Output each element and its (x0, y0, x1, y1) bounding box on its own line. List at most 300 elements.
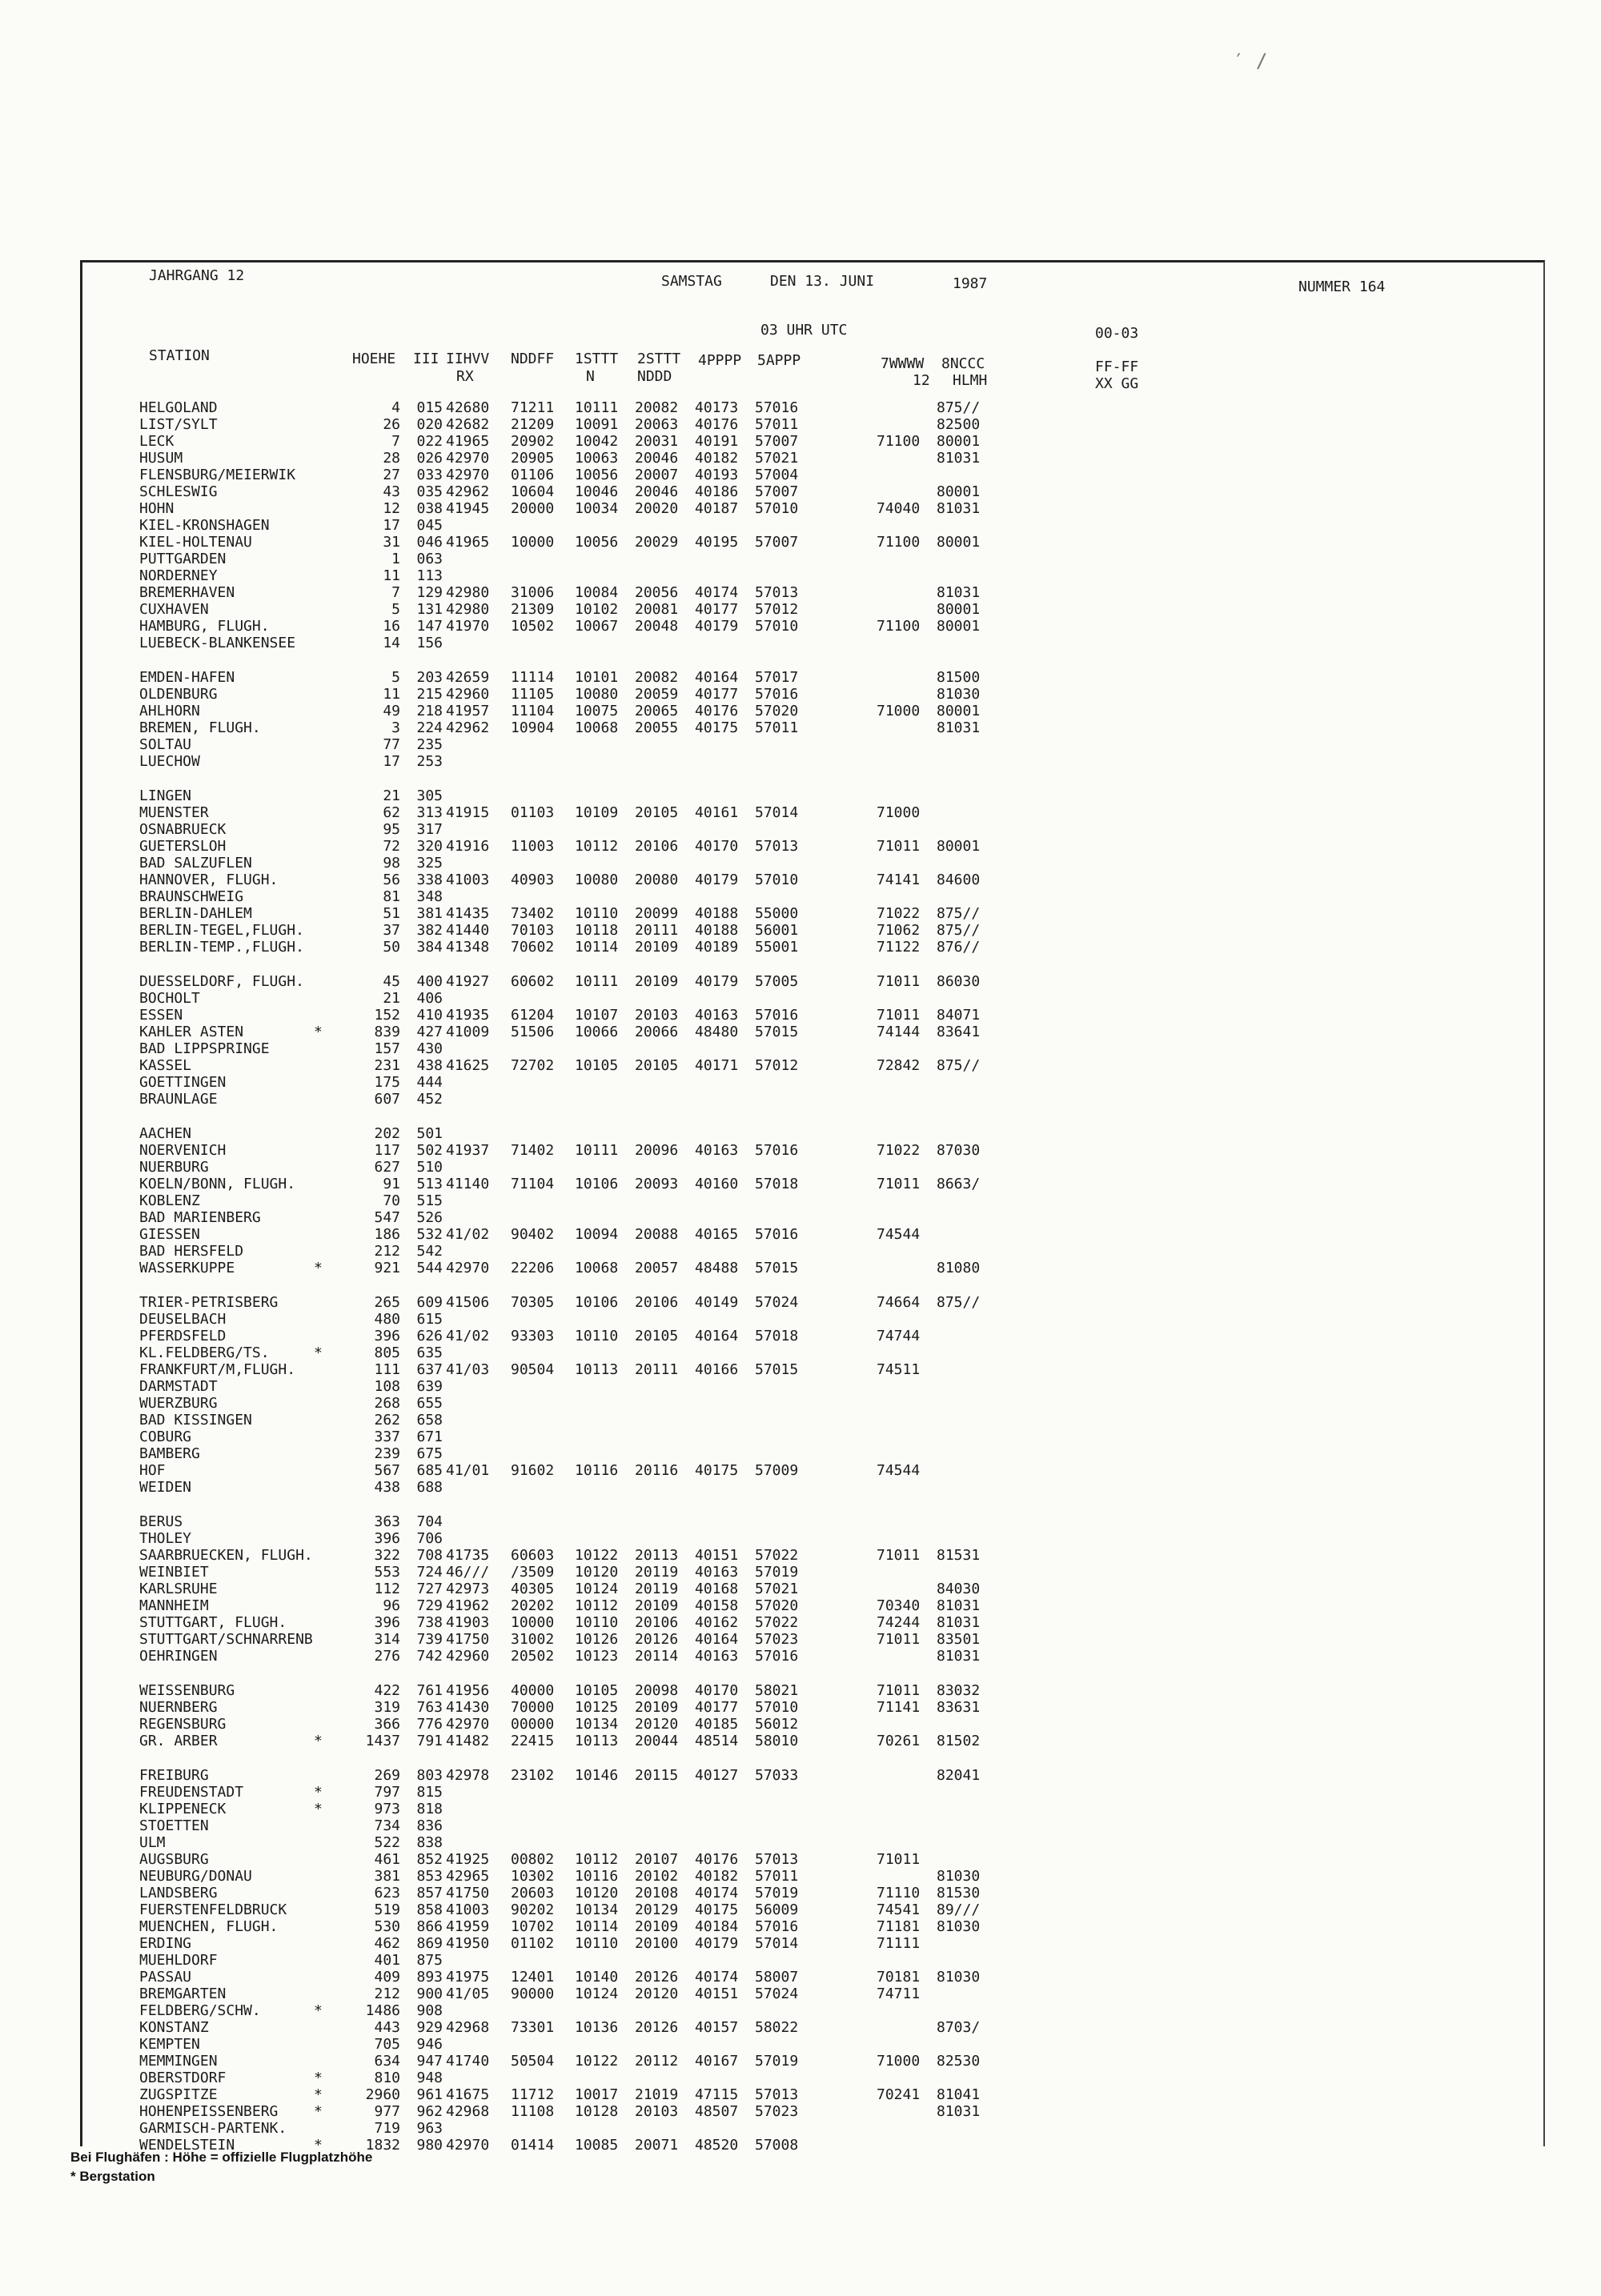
station-name: KEMPTEN (139, 2036, 200, 2053)
cell-stt2: 20114 (635, 1648, 679, 1665)
station-name: KONSTANZ (139, 2019, 209, 2036)
cell-nddff: 00000 (511, 1716, 555, 1733)
cell-stt1: 10124 (575, 1985, 619, 2002)
cell-iii: 685 (416, 1462, 443, 1479)
cell-nccc: 84071 (937, 1007, 981, 1024)
cell-stt1: 10075 (575, 703, 619, 719)
cell-nddff: 60603 (511, 1547, 555, 1564)
station-name: GARMISCH-PARTENK. (139, 2120, 287, 2137)
cell-nddff: 73301 (511, 2019, 555, 2036)
cell-hoehe: 112 (374, 1581, 400, 1597)
cell-appp: 57016 (755, 399, 799, 416)
cell-iii: 776 (416, 1716, 443, 1733)
cell-stt2: 20115 (635, 1767, 679, 1784)
cell-nddff: 31006 (511, 584, 555, 601)
cell-nddff: 90504 (511, 1361, 555, 1378)
cell-stt2: 20106 (635, 1614, 679, 1631)
cell-wwww: 74541 (877, 1901, 921, 1918)
cell-iii: 893 (416, 1969, 443, 1985)
cell-iii: 609 (416, 1294, 443, 1311)
cell-stt1: 10068 (575, 1260, 619, 1276)
station-name: GUETERSLOH (139, 838, 227, 855)
cell-wwww: 70340 (877, 1597, 921, 1614)
station-name: BREMERHAVEN (139, 584, 235, 601)
cell-hoehe: 363 (374, 1513, 400, 1530)
station-name: AUGSBURG (139, 1851, 209, 1868)
cell-nccc: 81031 (937, 1648, 981, 1665)
col-iihvv: IIHVV (446, 351, 490, 367)
cell-iii: 515 (416, 1192, 443, 1209)
cell-pppp: 40170 (695, 1682, 739, 1699)
cell-nccc: 8663/ (937, 1176, 981, 1192)
cell-wwww: 71011 (877, 1631, 921, 1648)
cell-appp: 57020 (755, 703, 799, 719)
cell-pppp: 40188 (695, 922, 739, 939)
station-name: KIEL-KRONSHAGEN (139, 517, 270, 534)
cell-iii: 704 (416, 1513, 443, 1530)
cell-nddff: 70305 (511, 1294, 555, 1311)
cell-iii: 033 (416, 467, 443, 483)
cell-iihvv: 41962 (446, 1597, 490, 1614)
cell-nccc: 81041 (937, 2086, 981, 2103)
cell-iii: 763 (416, 1699, 443, 1716)
cell-hoehe: 212 (374, 1985, 400, 2002)
cell-nccc: 81030 (937, 1868, 981, 1885)
cell-pppp: 40167 (695, 2053, 739, 2070)
cell-appp: 57016 (755, 1142, 799, 1159)
cell-wwww: 71000 (877, 804, 921, 821)
cell-stt2: 20055 (635, 719, 679, 736)
cell-stt2: 20046 (635, 450, 679, 467)
cell-iii: 513 (416, 1176, 443, 1192)
station-name: WASSERKUPPE (139, 1260, 235, 1276)
cell-stt2: 20081 (635, 601, 679, 618)
cell-stt2: 20105 (635, 804, 679, 821)
cell-stt2: 20120 (635, 1716, 679, 1733)
cell-hoehe: 21 (383, 990, 400, 1007)
station-name: ZUGSPITZE (139, 2086, 218, 2103)
station-name: MUENCHEN, FLUGH. (139, 1918, 279, 1935)
cell-nddff: 31002 (511, 1631, 555, 1648)
cell-stt1: 10106 (575, 1294, 619, 1311)
cell-wwww: 71111 (877, 1935, 921, 1952)
cell-appp: 57022 (755, 1547, 799, 1564)
cell-stt1: 10111 (575, 399, 619, 416)
cell-hoehe: 396 (374, 1328, 400, 1344)
cell-iii: 708 (416, 1547, 443, 1564)
station-name: HOHN (139, 500, 175, 517)
cell-appp: 57018 (755, 1328, 799, 1344)
cell-iii: 526 (416, 1209, 443, 1226)
cell-iii: 320 (416, 838, 443, 855)
cell-appp: 56009 (755, 1901, 799, 1918)
station-name: KARLSRUHE (139, 1581, 218, 1597)
cell-hoehe: 5 (391, 669, 400, 686)
cell-pppp: 40171 (695, 1057, 739, 1074)
cell-stt1: 10107 (575, 1007, 619, 1024)
cell-nddff: 22206 (511, 1260, 555, 1276)
cell-appp: 57023 (755, 1631, 799, 1648)
cell-appp: 57020 (755, 1597, 799, 1614)
cell-hoehe: 117 (374, 1142, 400, 1159)
cell-nddff: 20000 (511, 500, 555, 517)
cell-iii: 724 (416, 1564, 443, 1581)
cell-hoehe: 231 (374, 1057, 400, 1074)
cell-appp: 57012 (755, 601, 799, 618)
station-name: KOBLENZ (139, 1192, 200, 1209)
cell-pppp: 40175 (695, 719, 739, 736)
cell-stt2: 20100 (635, 1935, 679, 1952)
cell-wwww: 72842 (877, 1057, 921, 1074)
weekday: SAMSTAG (661, 273, 722, 290)
cell-stt1: 10134 (575, 1901, 619, 1918)
cell-hoehe: 921 (374, 1260, 400, 1276)
date: DEN 13. JUNI (770, 273, 875, 290)
cell-stt1: 10106 (575, 1176, 619, 1192)
cell-nddff: 40000 (511, 1682, 555, 1699)
cell-pppp: 40151 (695, 1985, 739, 2002)
cell-iihvv: 42968 (446, 2019, 490, 2036)
cell-hoehe: 623 (374, 1885, 400, 1901)
cell-stt1: 10116 (575, 1868, 619, 1885)
station-name: BRAUNLAGE (139, 1091, 218, 1108)
cell-pppp: 48520 (695, 2137, 739, 2154)
cell-iihvv: 41430 (446, 1699, 490, 1716)
cell-stt2: 20105 (635, 1057, 679, 1074)
cell-pppp: 40164 (695, 669, 739, 686)
cell-wwww: 71110 (877, 1885, 921, 1901)
cell-nccc: 81031 (937, 1597, 981, 1614)
cell-stt1: 10112 (575, 838, 619, 855)
cell-iii: 305 (416, 787, 443, 804)
station-name: GR. ARBER (139, 1733, 218, 1749)
cell-appp: 57016 (755, 1226, 799, 1243)
cell-pppp: 40185 (695, 1716, 739, 1733)
cell-iii: 406 (416, 990, 443, 1007)
station-name: KLIPPENECK (139, 1801, 227, 1817)
footnote-airport: Bei Flughäfen : Höhe = offizielle Flugplatzhöhe (70, 2150, 373, 2165)
cell-wwww: 71011 (877, 1176, 921, 1192)
cell-hoehe: 810 (374, 2070, 400, 2086)
cell-wwww: 71141 (877, 1699, 921, 1716)
station-name: LINGEN (139, 787, 192, 804)
cell-wwww: 70261 (877, 1733, 921, 1749)
cell-iii: 452 (416, 1091, 443, 1108)
cell-iii: 738 (416, 1614, 443, 1631)
station-name: HUSUM (139, 450, 183, 467)
station-name: BOCHOLT (139, 990, 200, 1007)
cell-appp: 57015 (755, 1361, 799, 1378)
cell-stt2: 20119 (635, 1564, 679, 1581)
cell-appp: 57010 (755, 872, 799, 888)
cell-stt2: 20126 (635, 1631, 679, 1648)
cell-appp: 57007 (755, 534, 799, 551)
cell-stt1: 10114 (575, 939, 619, 956)
cell-wwww: 74144 (877, 1024, 921, 1040)
cell-nddff: 90000 (511, 1985, 555, 2002)
cell-stt1: 10136 (575, 2019, 619, 2036)
station-name: FRANKFURT/M,FLUGH. (139, 1361, 296, 1378)
station-name: BAD HERSFELD (139, 1243, 244, 1260)
cell-stt1: 10111 (575, 1142, 619, 1159)
cell-iii: 063 (416, 551, 443, 567)
mountain-station-mark: * (314, 1784, 323, 1801)
cell-nddff: 70103 (511, 922, 555, 939)
station-name: GIESSEN (139, 1226, 200, 1243)
cell-iii: 348 (416, 888, 443, 905)
cell-stt2: 20109 (635, 1597, 679, 1614)
cell-pppp: 40162 (695, 1614, 739, 1631)
cell-iihvv: 42680 (446, 399, 490, 416)
cell-stt1: 10109 (575, 804, 619, 821)
col-1sttt: 1STTT (575, 351, 619, 367)
station-name: KL.FELDBERG/TS. (139, 1344, 270, 1361)
cell-iii: 035 (416, 483, 443, 500)
mountain-station-mark: * (314, 2002, 323, 2019)
cell-hoehe: 4 (391, 399, 400, 416)
station-name: AHLHORN (139, 703, 200, 719)
cell-nddff: 20603 (511, 1885, 555, 1901)
cell-wwww: 74544 (877, 1462, 921, 1479)
cell-pppp: 40174 (695, 1885, 739, 1901)
cell-stt1: 10085 (575, 2137, 619, 2154)
cell-nddff: 71104 (511, 1176, 555, 1192)
cell-nddff: 10604 (511, 483, 555, 500)
cell-pppp: 40193 (695, 467, 739, 483)
cell-hoehe: 5 (391, 601, 400, 618)
cell-stt2: 20088 (635, 1226, 679, 1243)
cell-wwww: 74544 (877, 1226, 921, 1243)
cell-stt2: 20103 (635, 1007, 679, 1024)
cell-stt1: 10034 (575, 500, 619, 517)
cell-iii: 900 (416, 1985, 443, 2002)
cell-stt2: 20126 (635, 1969, 679, 1985)
station-name: STOETTEN (139, 1817, 209, 1834)
cell-hoehe: 314 (374, 1631, 400, 1648)
cell-appp: 57016 (755, 686, 799, 703)
cell-nddff: 10502 (511, 618, 555, 635)
cell-appp: 57014 (755, 1935, 799, 1952)
cell-appp: 57019 (755, 2053, 799, 2070)
cell-pppp: 40160 (695, 1176, 739, 1192)
cell-hoehe: 202 (374, 1125, 400, 1142)
cell-stt2: 20093 (635, 1176, 679, 1192)
cell-pppp: 40187 (695, 500, 739, 517)
cell-pppp: 40176 (695, 416, 739, 433)
cell-iii: 869 (416, 1935, 443, 1952)
cell-iii: 113 (416, 567, 443, 584)
cell-iihvv: 41348 (446, 939, 490, 956)
cell-iii: 045 (416, 517, 443, 534)
cell-pppp: 40189 (695, 939, 739, 956)
cell-nccc: 81500 (937, 669, 981, 686)
cell-stt1: 10110 (575, 905, 619, 922)
cell-appp: 57010 (755, 500, 799, 517)
cell-iihvv: 41916 (446, 838, 490, 855)
col-station: STATION (149, 347, 210, 364)
station-name: BERUS (139, 1513, 183, 1530)
station-name: BRAUNSCHWEIG (139, 888, 244, 905)
cell-nddff: 90202 (511, 1901, 555, 1918)
cell-nccc: 8703/ (937, 2019, 981, 2036)
cell-hoehe: 265 (374, 1294, 400, 1311)
cell-appp: 57013 (755, 838, 799, 855)
cell-iii: 313 (416, 804, 443, 821)
cell-appp: 55000 (755, 905, 799, 922)
cell-stt1: 10125 (575, 1699, 619, 1716)
cell-nccc: 89/// (937, 1901, 981, 1918)
station-name: NUERBURG (139, 1159, 209, 1176)
cell-hoehe: 839 (374, 1024, 400, 1040)
cell-stt2: 20099 (635, 905, 679, 922)
cell-iii: 253 (416, 753, 443, 770)
station-name: NOERVENICH (139, 1142, 227, 1159)
cell-hoehe: 72 (383, 838, 400, 855)
cell-nccc: 83641 (937, 1024, 981, 1040)
station-name: HELGOLAND (139, 399, 218, 416)
cell-iihvv: 41009 (446, 1024, 490, 1040)
cell-hoehe: 49 (383, 703, 400, 719)
cell-stt1: 10113 (575, 1733, 619, 1749)
station-name: LIST/SYLT (139, 416, 218, 433)
mountain-station-mark: * (314, 2086, 323, 2103)
cell-iii: 929 (416, 2019, 443, 2036)
cell-hoehe: 268 (374, 1395, 400, 1412)
cell-stt2: 20098 (635, 1682, 679, 1699)
cell-hoehe: 337 (374, 1428, 400, 1445)
cell-stt1: 10042 (575, 433, 619, 450)
cell-appp: 57010 (755, 618, 799, 635)
mountain-station-mark: * (314, 2103, 323, 2120)
cell-nccc: 81530 (937, 1885, 981, 1901)
cell-stt2: 20065 (635, 703, 679, 719)
cell-nccc: 875// (937, 1057, 981, 1074)
cell-pppp: 40151 (695, 1547, 739, 1564)
cell-hoehe: 443 (374, 2019, 400, 2036)
year: 1987 (953, 275, 988, 292)
cell-iii: 325 (416, 855, 443, 872)
cell-hoehe: 627 (374, 1159, 400, 1176)
cell-nccc: 81031 (937, 584, 981, 601)
station-name: BAD LIPPSPRINGE (139, 1040, 270, 1057)
cell-iii: 706 (416, 1530, 443, 1547)
cell-nccc: 81031 (937, 1614, 981, 1631)
cell-pppp: 40188 (695, 905, 739, 922)
cell-nccc: 82041 (937, 1767, 981, 1784)
cell-hoehe: 31 (383, 534, 400, 551)
cell-pppp: 40179 (695, 618, 739, 635)
cell-nccc: 875// (937, 1294, 981, 1311)
cell-hoehe: 7 (391, 584, 400, 601)
col-8nccc: 8NCCC (941, 355, 985, 372)
cell-stt1: 10122 (575, 2053, 619, 2070)
station-name: SCHLESWIG (139, 483, 218, 500)
cell-hoehe: 56 (383, 872, 400, 888)
station-name: KAHLER ASTEN (139, 1024, 244, 1040)
cell-stt2: 20096 (635, 1142, 679, 1159)
cell-appp: 57023 (755, 2103, 799, 2120)
cell-appp: 58010 (755, 1733, 799, 1749)
station-name: PFERDSFELD (139, 1328, 227, 1344)
station-name: BAD KISSINGEN (139, 1412, 252, 1428)
station-name: ESSEN (139, 1007, 183, 1024)
cell-appp: 57017 (755, 669, 799, 686)
cell-stt1: 10111 (575, 973, 619, 990)
cell-pppp: 40174 (695, 1969, 739, 1985)
cell-stt1: 10118 (575, 922, 619, 939)
cell-stt2: 20111 (635, 922, 679, 939)
cell-nccc: 83631 (937, 1699, 981, 1716)
cell-nddff: 11003 (511, 838, 555, 855)
cell-wwww: 71000 (877, 2053, 921, 2070)
cell-stt2: 20046 (635, 483, 679, 500)
cell-stt2: 20105 (635, 1328, 679, 1344)
station-name: LUECHOW (139, 753, 200, 770)
cell-hoehe: 1832 (365, 2137, 400, 2154)
cell-stt2: 20109 (635, 973, 679, 990)
cell-iii: 866 (416, 1918, 443, 1935)
cell-hoehe: 152 (374, 1007, 400, 1024)
cell-nccc: 84030 (937, 1581, 981, 1597)
cell-iihvv: 41140 (446, 1176, 490, 1192)
mountain-station-mark: * (314, 1260, 323, 1276)
cell-iihvv: 41506 (446, 1294, 490, 1311)
cell-hoehe: 11 (383, 686, 400, 703)
station-name: FREIBURG (139, 1767, 209, 1784)
cell-stt1: 10067 (575, 618, 619, 635)
cell-stt1: 10105 (575, 1057, 619, 1074)
cell-stt1: 10116 (575, 1462, 619, 1479)
cell-pppp: 40166 (695, 1361, 739, 1378)
station-name: BAD MARIENBERG (139, 1209, 261, 1226)
cell-hoehe: 17 (383, 753, 400, 770)
station-name: DEUSELBACH (139, 1311, 227, 1328)
cell-wwww: 71011 (877, 838, 921, 855)
cell-iii: 427 (416, 1024, 443, 1040)
station-name: PUTTGARDEN (139, 551, 227, 567)
cell-hoehe: 553 (374, 1564, 400, 1581)
station-name: WENDELSTEIN (139, 2137, 235, 2154)
cell-nddff: 11104 (511, 703, 555, 719)
cell-appp: 57009 (755, 1462, 799, 1479)
cell-iihvv: 41935 (446, 1007, 490, 1024)
cell-iihvv: 42965 (446, 1868, 490, 1885)
cell-wwww: 74141 (877, 872, 921, 888)
cell-iihvv: 41950 (446, 1935, 490, 1952)
cell-iihvv: 42960 (446, 686, 490, 703)
cell-iii: 020 (416, 416, 443, 433)
cell-hoehe: 175 (374, 1074, 400, 1091)
cell-hoehe: 438 (374, 1479, 400, 1496)
cell-iii: 532 (416, 1226, 443, 1243)
mountain-station-mark: * (314, 1024, 323, 1040)
cell-iihvv: 41965 (446, 534, 490, 551)
cell-nddff: 22415 (511, 1733, 555, 1749)
cell-stt1: 10113 (575, 1361, 619, 1378)
cell-stt1: 10140 (575, 1969, 619, 1985)
cell-pppp: 40163 (695, 1648, 739, 1665)
station-name: BREMGARTEN (139, 1985, 227, 2002)
cell-appp: 57015 (755, 1024, 799, 1040)
cell-pppp: 40186 (695, 483, 739, 500)
cell-nddff: 11712 (511, 2086, 555, 2103)
cell-iihvv: 41/05 (446, 1985, 490, 2002)
cell-appp: 56012 (755, 1716, 799, 1733)
cell-hoehe: 2960 (365, 2086, 400, 2103)
cell-hoehe: 705 (374, 2036, 400, 2053)
cell-hoehe: 530 (374, 1918, 400, 1935)
cell-iii: 022 (416, 433, 443, 450)
